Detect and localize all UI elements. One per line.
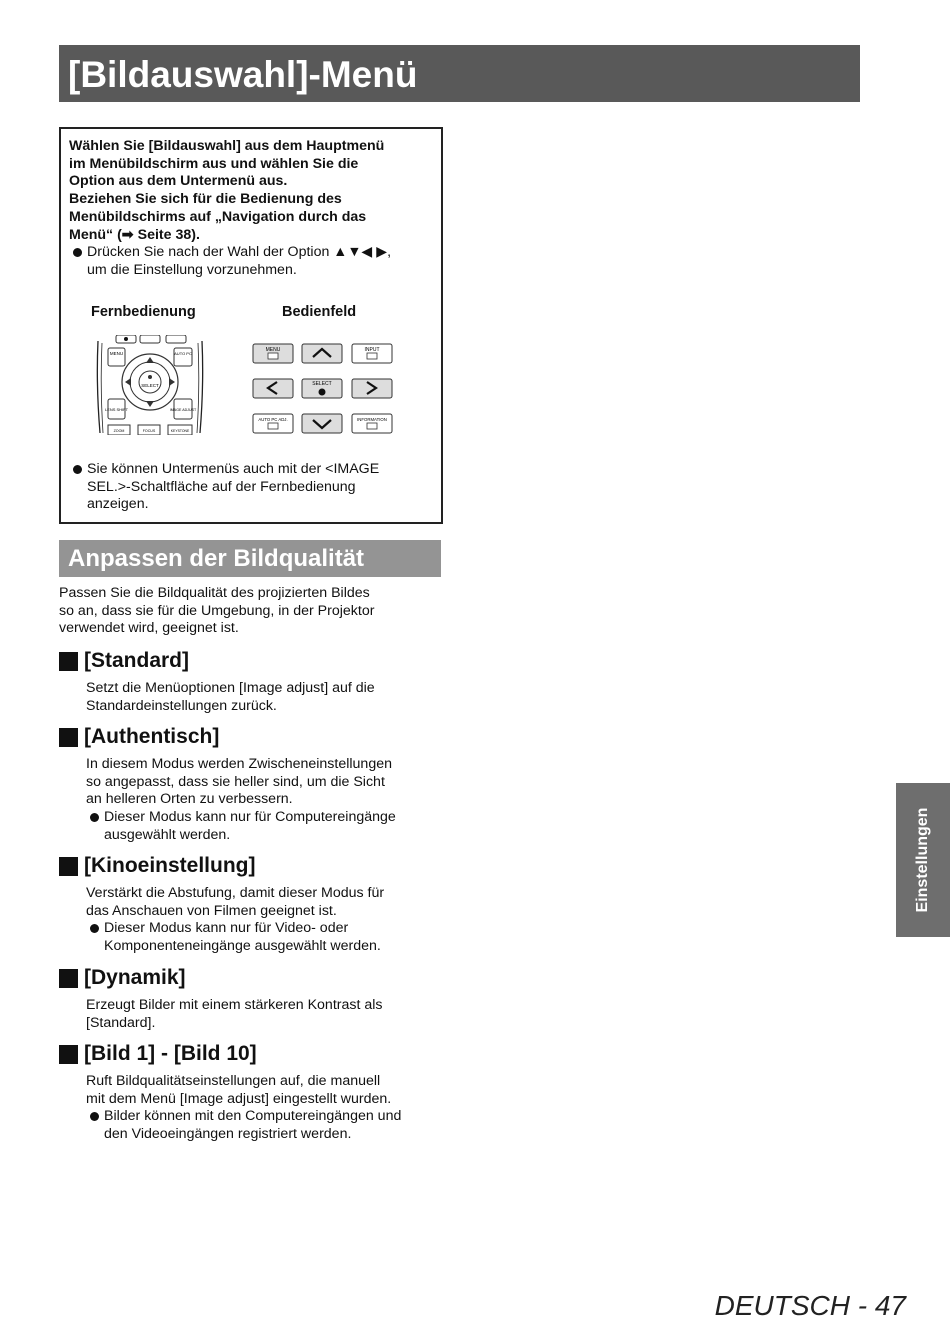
side-tab-einstellungen: [896, 783, 950, 937]
text-line: an helleren Orten zu verbessern.: [86, 791, 293, 808]
intro-line: verwendet wird, geeignet ist.: [59, 620, 239, 637]
intro-line: Passen Sie die Bildqualität des projizierten Bildes: [59, 585, 370, 601]
bullet-line: Dieser Modus kann nur für Computereingänge: [104, 809, 396, 825]
label-remote: Fernbedienung: [91, 304, 196, 320]
bullet-line: Bilder können mit den Computereingängen und: [104, 1108, 402, 1124]
page-title: [Bildauswahl]-Menü: [68, 54, 418, 95]
page-footer: DEUTSCH - 47: [714, 1290, 906, 1321]
remote-select-text: SELECT: [141, 383, 159, 388]
bullet-authentisch: [86, 809, 464, 844]
square-bullet-icon: [59, 857, 78, 876]
info-box-intro: [69, 138, 433, 244]
heading-text: [Standard]: [84, 649, 189, 672]
square-bullet-icon: [59, 1045, 78, 1064]
text-bild: [86, 1073, 446, 1108]
control-panel-illustration: [252, 341, 397, 435]
bullet-line: Sie können Untermenüs auch mit der <IMAGE: [87, 461, 380, 477]
remote-focus-text: FOCUS: [142, 429, 156, 433]
info-box: [59, 127, 443, 524]
text-line: das Anschauen von Filmen geeignet ist.: [86, 902, 337, 919]
section-intro: [59, 585, 441, 638]
bullet-line: Drücken Sie nach der Wahl der Option ▲▼◀ ▶,: [87, 244, 392, 260]
panel-information-text: INFORMATION: [357, 417, 387, 422]
text-line: Ruft Bildqualitätseinstellungen auf, die manuell: [86, 1073, 381, 1089]
panel-input-text: INPUT: [364, 347, 380, 353]
heading-text: [Kinoeinstellung]: [84, 854, 256, 877]
label-panel: Bedienfeld: [282, 304, 357, 320]
square-bullet-icon: [59, 652, 78, 671]
intro-line: so an, dass sie für die Umgebung, in der Projektor: [59, 602, 375, 619]
text-line: Verstärkt die Abstufung, damit dieser Modus für: [86, 885, 385, 901]
heading-text: [Authentisch]: [84, 725, 220, 748]
text-line: so angepasst, dass sie heller sind, um die Sicht: [86, 773, 385, 790]
text-line: In diesem Modus werden Zwischeneinstellungen: [86, 756, 392, 772]
intro-line: Wählen Sie [Bildauswahl] aus dem Hauptmenü: [69, 138, 385, 154]
text-line: Standardeinstellungen zurück.: [86, 697, 277, 714]
bullet-line: Dieser Modus kann nur für Video- oder: [104, 920, 349, 936]
section-title: Anpassen der Bildqualität: [68, 545, 365, 572]
square-bullet-icon: [59, 728, 78, 747]
heading-standard: [59, 648, 189, 674]
panel-auto-pc-adj-text: AUTO PC ADJ.: [258, 417, 288, 422]
remote-zoom-text: ZOOM: [113, 429, 125, 433]
square-bullet-icon: [59, 969, 78, 988]
text-authentisch: [86, 756, 446, 809]
bullet-line: anzeigen.: [87, 496, 149, 513]
bullet-arrow-keys: [69, 244, 455, 279]
side-tab-label: Einstellungen: [914, 807, 931, 913]
intro-line: Beziehen Sie sich für die Bedienung des: [69, 191, 342, 208]
remote-auto-pc-text: AUTO PC: [174, 351, 192, 356]
bullet-kinoeinstellung: [86, 920, 464, 955]
heading-text: [Dynamik]: [84, 966, 186, 989]
bullet-line: um die Einstellung vorzunehmen.: [87, 261, 297, 278]
text-kinoeinstellung: [86, 885, 446, 920]
heading-authentisch: [59, 724, 219, 750]
bullet-line: ausgewählt werden.: [104, 826, 231, 843]
heading-bild: [59, 1041, 257, 1067]
bullet-line: den Videoeingängen registriert werden.: [104, 1125, 352, 1142]
title-bar: [59, 45, 860, 102]
intro-line: Menü“ (➡ Seite 38).: [69, 226, 200, 243]
intro-line: Option aus dem Untermenü aus.: [69, 173, 288, 190]
bullet-icon: [73, 248, 82, 257]
text-standard: [86, 680, 446, 715]
intro-line: im Menübildschirm aus und wählen Sie die: [69, 155, 359, 172]
text-line: mit dem Menü [Image adjust] eingestellt wurden.: [86, 1090, 392, 1107]
heading-kinoeinstellung: [59, 853, 256, 879]
remote-control-illustration: [94, 335, 206, 435]
heading-dynamik: [59, 965, 186, 991]
remote-lens-shift-text: LENS SHIFT: [104, 407, 129, 412]
panel-menu-text: MENU: [265, 347, 281, 353]
bullet-icon: [90, 813, 99, 822]
remote-image-adjust-text: IMAGE ADJUST: [169, 408, 197, 412]
text-line: Erzeugt Bilder mit einem stärkeren Kontrast als: [86, 997, 383, 1013]
bullet-line: Komponenteneingänge ausgewählt werden.: [104, 937, 381, 954]
remote-keystone-text: KEYSTONE: [170, 429, 190, 433]
text-dynamik: [86, 997, 446, 1032]
text-line: [Standard].: [86, 1014, 156, 1031]
bullet-line: SEL.>-Schaltfläche auf der Fernbedienung: [87, 478, 356, 495]
section-bar: [59, 540, 441, 577]
bullet-icon: [90, 1112, 99, 1121]
text-line: Setzt die Menüoptionen [Image adjust] auf die: [86, 680, 375, 696]
intro-line: Menübildschirms auf „Navigation durch das: [69, 208, 367, 225]
remote-menu-text: MENU: [109, 351, 124, 356]
bullet-bild: [86, 1108, 464, 1143]
bullet-icon: [73, 465, 82, 474]
panel-select-text: SELECT: [312, 381, 332, 387]
bullet-image-sel: [69, 461, 449, 514]
heading-text: [Bild 1] - [Bild 10]: [84, 1042, 257, 1065]
bullet-icon: [90, 924, 99, 933]
